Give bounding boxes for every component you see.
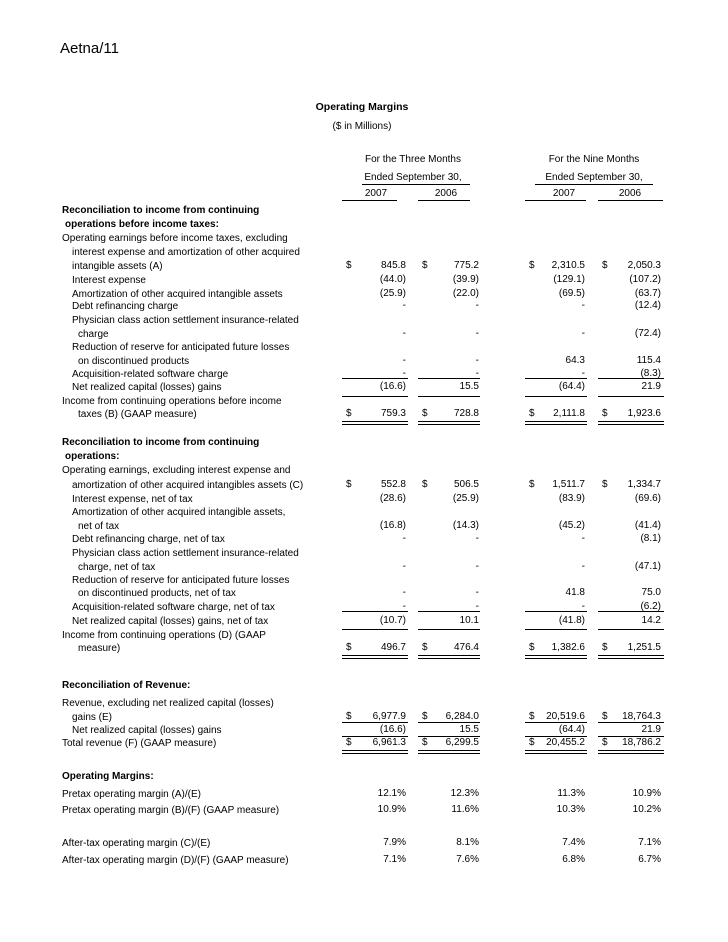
table-cell: - bbox=[581, 561, 585, 572]
divider bbox=[342, 611, 408, 612]
divider bbox=[342, 655, 408, 656]
dollar-sign: $ bbox=[422, 711, 428, 722]
table-cell: 15.5 bbox=[459, 381, 479, 392]
row-label: Reconciliation of Revenue: bbox=[62, 680, 191, 691]
row-label: on discontinued products, net of tax bbox=[78, 588, 236, 599]
table-cell: - bbox=[475, 587, 479, 598]
table-cell: 2,050.3 bbox=[627, 260, 661, 271]
divider bbox=[418, 658, 480, 659]
table-cell: 7.6% bbox=[456, 854, 479, 865]
row-label: After-tax operating margin (D)/(F) (GAAP measure) bbox=[62, 855, 289, 866]
divider bbox=[598, 750, 664, 751]
row-label: Pretax operating margin (B)/(F) (GAAP measure) bbox=[62, 805, 280, 816]
dollar-sign: $ bbox=[422, 408, 428, 419]
divider bbox=[598, 753, 664, 754]
dollar-sign: $ bbox=[346, 711, 352, 722]
divider bbox=[525, 736, 587, 737]
dollar-sign: $ bbox=[529, 260, 535, 271]
row-label: Reduction of reserve for anticipated future losses bbox=[72, 342, 290, 353]
row-label: operations: bbox=[65, 451, 120, 462]
table-cell: (69.5) bbox=[558, 288, 585, 299]
divider bbox=[342, 736, 408, 737]
table-cell: 759.3 bbox=[380, 408, 406, 419]
divider bbox=[342, 378, 408, 379]
table-cell: (64.4) bbox=[558, 724, 585, 735]
divider bbox=[525, 396, 587, 397]
table-cell: 20,519.6 bbox=[546, 711, 585, 722]
divider bbox=[598, 611, 664, 612]
table-cell: (16.8) bbox=[379, 520, 406, 531]
dollar-sign: $ bbox=[422, 260, 428, 271]
row-label: Income from continuing operations (D) (GAAP bbox=[62, 630, 266, 641]
table-title: Operating Margins bbox=[315, 101, 409, 113]
divider bbox=[598, 424, 664, 425]
row-label: Operating earnings before income taxes, excluding bbox=[62, 233, 288, 244]
row-label: Total revenue (F) (GAAP measure) bbox=[62, 738, 217, 749]
divider bbox=[525, 378, 587, 379]
table-cell: 8.1% bbox=[456, 837, 479, 848]
table-cell: - bbox=[402, 300, 406, 311]
table-cell: (8.1) bbox=[640, 533, 661, 544]
row-label: Amortization of other acquired intangible assets, bbox=[72, 507, 286, 518]
divider bbox=[598, 200, 663, 201]
divider bbox=[598, 421, 664, 422]
divider bbox=[342, 421, 408, 422]
table-cell: 1,511.7 bbox=[552, 479, 585, 490]
dollar-sign: $ bbox=[602, 260, 608, 271]
table-cell: (25.9) bbox=[452, 493, 479, 504]
table-cell: - bbox=[581, 300, 585, 311]
dollar-sign: $ bbox=[346, 408, 352, 419]
table-cell: 10.2% bbox=[632, 804, 661, 815]
table-cell: 64.3 bbox=[565, 355, 585, 366]
divider bbox=[525, 421, 587, 422]
divider bbox=[598, 658, 664, 659]
divider bbox=[535, 184, 653, 185]
table-cell: (12.4) bbox=[634, 300, 661, 311]
table-cell: (107.2) bbox=[629, 274, 661, 285]
divider bbox=[342, 750, 408, 751]
row-label: Acquisition-related software charge, net of tax bbox=[72, 602, 275, 613]
table-cell: (64.4) bbox=[558, 381, 585, 392]
divider bbox=[525, 753, 587, 754]
table-cell: 10.9% bbox=[377, 804, 406, 815]
divider bbox=[525, 629, 587, 630]
table-cell: 12.1% bbox=[377, 788, 406, 799]
table-cell: 1,923.6 bbox=[627, 408, 661, 419]
table-cell: 6,977.9 bbox=[372, 711, 406, 722]
table-cell: - bbox=[475, 355, 479, 366]
dollar-sign: $ bbox=[346, 479, 352, 490]
row-label: interest expense and amortization of other acquired bbox=[72, 247, 300, 258]
year-header-1: 2007 bbox=[364, 188, 388, 199]
table-cell: (25.9) bbox=[379, 288, 406, 299]
table-cell: (129.1) bbox=[553, 274, 585, 285]
table-cell: 2,310.5 bbox=[551, 260, 585, 271]
row-label: Net realized capital (losses) gains, net of tax bbox=[72, 616, 269, 627]
divider bbox=[418, 753, 480, 754]
table-cell: - bbox=[581, 533, 585, 544]
dollar-sign: $ bbox=[422, 479, 428, 490]
dollar-sign: $ bbox=[422, 737, 428, 748]
table-cell: (8.3) bbox=[640, 368, 661, 379]
dollar-sign: $ bbox=[602, 479, 608, 490]
table-cell: 552.8 bbox=[380, 479, 406, 490]
divider bbox=[418, 421, 480, 422]
row-label: Interest expense, net of tax bbox=[72, 494, 193, 505]
table-cell: - bbox=[402, 328, 406, 339]
table-cell: 11.6% bbox=[451, 804, 479, 815]
table-cell: - bbox=[475, 300, 479, 311]
table-cell: 7.4% bbox=[562, 837, 585, 848]
table-cell: 7.1% bbox=[638, 837, 661, 848]
table-cell: 115.4 bbox=[636, 355, 661, 366]
dollar-sign: $ bbox=[422, 642, 428, 653]
row-label: Reconciliation to income from continuing bbox=[62, 437, 260, 448]
divider bbox=[342, 722, 408, 723]
three-months-subheader: Ended September 30, bbox=[364, 172, 462, 183]
divider bbox=[362, 184, 470, 185]
table-cell: - bbox=[475, 368, 479, 379]
table-cell: 1,334.7 bbox=[627, 479, 661, 490]
table-cell: 6,284.0 bbox=[445, 711, 479, 722]
row-label: Pretax operating margin (A)/(E) bbox=[62, 789, 201, 800]
table-cell: (39.9) bbox=[452, 274, 479, 285]
divider bbox=[525, 658, 587, 659]
table-cell: (22.0) bbox=[452, 288, 479, 299]
table-cell: 6.8% bbox=[562, 854, 585, 865]
row-label: Net realized capital (losses) gains bbox=[72, 382, 222, 393]
table-cell: 6,961.3 bbox=[372, 737, 406, 748]
row-label: Operating Margins: bbox=[62, 771, 154, 782]
table-cell: (83.9) bbox=[558, 493, 585, 504]
divider bbox=[598, 629, 664, 630]
row-label: Revenue, excluding net realized capital (losses) bbox=[62, 698, 274, 709]
table-cell: 7.1% bbox=[383, 854, 406, 865]
row-label: Net realized capital (losses) gains bbox=[72, 725, 222, 736]
table-cell: (16.6) bbox=[379, 724, 406, 735]
divider bbox=[598, 736, 664, 737]
divider bbox=[418, 722, 480, 723]
table-cell: 1,382.6 bbox=[551, 642, 585, 653]
table-cell: 15.5 bbox=[459, 724, 479, 735]
table-cell: - bbox=[402, 355, 406, 366]
divider bbox=[525, 722, 587, 723]
row-label: Debt refinancing charge bbox=[72, 301, 179, 312]
table-cell: 10.9% bbox=[632, 788, 661, 799]
row-label: Physician class action settlement insurance-related bbox=[72, 315, 299, 326]
divider bbox=[342, 424, 408, 425]
table-cell: (10.7) bbox=[379, 615, 406, 626]
row-label: Operating earnings, excluding interest expense and bbox=[62, 465, 291, 476]
table-cell: (14.3) bbox=[452, 520, 479, 531]
row-label: Physician class action settlement insurance-related bbox=[72, 548, 299, 559]
table-cell: 12.3% bbox=[450, 788, 479, 799]
row-label: Interest expense bbox=[72, 275, 146, 286]
table-cell: 496.7 bbox=[380, 642, 406, 653]
divider bbox=[525, 750, 587, 751]
row-label: Debt refinancing charge, net of tax bbox=[72, 534, 225, 545]
table-cell: 775.2 bbox=[453, 260, 479, 271]
dollar-sign: $ bbox=[529, 711, 535, 722]
divider bbox=[418, 655, 480, 656]
divider bbox=[598, 722, 664, 723]
table-cell: - bbox=[581, 368, 585, 379]
divider bbox=[598, 655, 664, 656]
row-label: Amortization of other acquired intangible assets bbox=[72, 289, 283, 300]
row-label: intangible assets (A) bbox=[72, 261, 163, 272]
divider bbox=[418, 629, 480, 630]
dollar-sign: $ bbox=[346, 260, 352, 271]
table-cell: 21.9 bbox=[641, 724, 661, 735]
divider bbox=[418, 424, 480, 425]
three-months-header: For the Three Months bbox=[365, 154, 461, 165]
table-cell: (41.4) bbox=[634, 520, 661, 531]
table-cell: - bbox=[402, 368, 406, 379]
row-label: Reduction of reserve for anticipated future losses bbox=[72, 575, 290, 586]
table-cell: (47.1) bbox=[634, 561, 661, 572]
table-cell: - bbox=[402, 561, 406, 572]
row-label: on discontinued products bbox=[78, 356, 190, 367]
table-cell: 506.5 bbox=[453, 479, 479, 490]
row-label: amortization of other acquired intangibles assets (C) bbox=[72, 480, 304, 491]
table-cell: 6.7% bbox=[638, 854, 661, 865]
table-cell: 1,251.5 bbox=[627, 642, 661, 653]
row-label: Income from continuing operations before income bbox=[62, 396, 282, 407]
dollar-sign: $ bbox=[529, 479, 535, 490]
table-cell: 11.3% bbox=[557, 788, 585, 799]
divider bbox=[418, 396, 480, 397]
divider bbox=[342, 629, 408, 630]
table-cell: 20,455.2 bbox=[546, 737, 585, 748]
divider bbox=[525, 611, 587, 612]
divider bbox=[342, 396, 408, 397]
divider bbox=[418, 611, 480, 612]
row-label: Acquisition-related software charge bbox=[72, 369, 229, 380]
year-header-2: 2006 bbox=[434, 188, 458, 199]
table-cell: 18,764.3 bbox=[622, 711, 661, 722]
table-cell: - bbox=[402, 601, 406, 612]
divider bbox=[418, 200, 470, 201]
row-label: After-tax operating margin (C)/(E) bbox=[62, 838, 211, 849]
year-header-3: 2007 bbox=[552, 188, 576, 199]
divider bbox=[598, 396, 664, 397]
dollar-sign: $ bbox=[346, 642, 352, 653]
table-cell: (41.8) bbox=[558, 615, 585, 626]
table-cell: 18,786.2 bbox=[622, 737, 661, 748]
nine-months-header: For the Nine Months bbox=[548, 154, 640, 165]
table-cell: - bbox=[475, 561, 479, 572]
table-cell: 41.8 bbox=[565, 587, 585, 598]
table-cell: 845.8 bbox=[380, 260, 406, 271]
table-cell: - bbox=[581, 601, 585, 612]
divider bbox=[342, 200, 397, 201]
table-cell: - bbox=[402, 533, 406, 544]
row-label: Reconciliation to income from continuing bbox=[62, 205, 260, 216]
dollar-sign: $ bbox=[529, 642, 535, 653]
page-header: Aetna/11 bbox=[60, 40, 119, 57]
dollar-sign: $ bbox=[602, 737, 608, 748]
divider bbox=[342, 658, 408, 659]
table-cell: - bbox=[581, 328, 585, 339]
row-label: charge, net of tax bbox=[78, 562, 156, 573]
table-cell: (6.2) bbox=[640, 601, 661, 612]
row-label: operations before income taxes: bbox=[65, 219, 219, 230]
table-cell: - bbox=[475, 533, 479, 544]
table-cell: (16.6) bbox=[379, 381, 406, 392]
divider bbox=[342, 753, 408, 754]
table-cell: (63.7) bbox=[634, 288, 661, 299]
dollar-sign: $ bbox=[602, 408, 608, 419]
table-cell: 476.4 bbox=[453, 642, 479, 653]
dollar-sign: $ bbox=[529, 408, 535, 419]
divider bbox=[525, 424, 587, 425]
nine-months-subheader: Ended September 30, bbox=[545, 172, 643, 183]
table-cell: - bbox=[475, 601, 479, 612]
divider bbox=[418, 736, 480, 737]
table-cell: - bbox=[475, 328, 479, 339]
divider bbox=[525, 655, 587, 656]
table-cell: 7.9% bbox=[383, 837, 406, 848]
dollar-sign: $ bbox=[346, 737, 352, 748]
row-label: charge bbox=[78, 329, 109, 340]
table-cell: (69.6) bbox=[634, 493, 661, 504]
dollar-sign: $ bbox=[529, 737, 535, 748]
table-cell: 21.9 bbox=[641, 381, 661, 392]
divider bbox=[418, 750, 480, 751]
divider bbox=[525, 200, 586, 201]
year-header-4: 2006 bbox=[618, 188, 642, 199]
row-label: taxes (B) (GAAP measure) bbox=[78, 409, 197, 420]
table-cell: (28.6) bbox=[379, 493, 406, 504]
divider bbox=[418, 378, 480, 379]
table-cell: 6,299.5 bbox=[445, 737, 479, 748]
table-subtitle: ($ in Millions) bbox=[332, 121, 392, 132]
table-cell: 728.8 bbox=[453, 408, 479, 419]
table-cell: 75.0 bbox=[641, 587, 661, 598]
row-label: measure) bbox=[78, 643, 121, 654]
table-cell: 2,111.8 bbox=[553, 408, 585, 419]
table-cell: 10.1 bbox=[459, 615, 479, 626]
table-cell: 10.3% bbox=[556, 804, 585, 815]
divider bbox=[598, 378, 664, 379]
table-cell: - bbox=[402, 587, 406, 598]
row-label: net of tax bbox=[78, 521, 120, 532]
table-cell: (45.2) bbox=[558, 520, 585, 531]
table-cell: (72.4) bbox=[634, 328, 661, 339]
table-cell: 14.2 bbox=[641, 615, 661, 626]
table-cell: (44.0) bbox=[379, 274, 406, 285]
row-label: gains (E) bbox=[72, 712, 113, 723]
dollar-sign: $ bbox=[602, 642, 608, 653]
dollar-sign: $ bbox=[602, 711, 608, 722]
